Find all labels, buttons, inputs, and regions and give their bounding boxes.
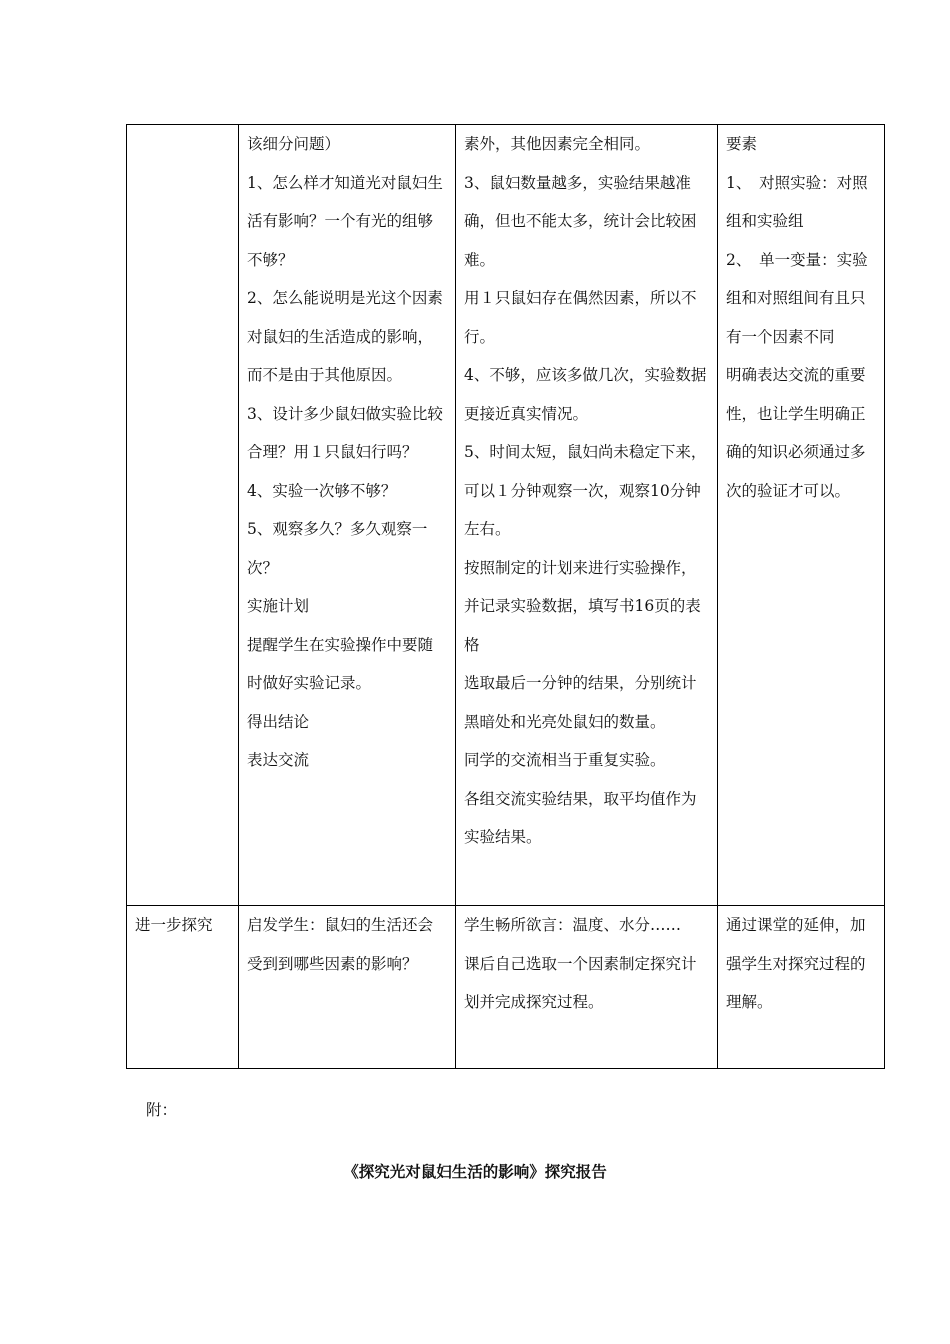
student-text: 各组交流实验结果，取平均值作为实验结果。 — [464, 789, 697, 846]
teacher-activity-cell — [239, 125, 456, 906]
teacher-text: 表达交流 — [247, 751, 310, 769]
student-text: 同学的交流相当于重复实验。 — [464, 751, 666, 769]
intent-text: 要素 — [726, 135, 758, 153]
intent-text: 通过课堂的延伸，加强学生对探究过程的理解。 — [726, 916, 866, 1011]
teacher-text: 得出结论 — [247, 712, 310, 731]
student-text: 用１只鼠妇存在偶然因素，所以不行。 — [464, 289, 697, 346]
table-row — [127, 906, 885, 1069]
stage-cell — [127, 125, 239, 906]
intent-text: 明确表达交流的重要性，也让学生明确正确的知识必须通过多次的验证才可以。 — [726, 366, 866, 500]
student-text: 3、鼠妇数量越多，实验结果越准确，但也不能太多，统计会比较困难。 — [464, 173, 697, 269]
teacher-text: 1、怎么样才知道光对鼠妇生活有影响？一个有光的组够不够？ — [247, 173, 443, 269]
student-text: 按照制定的计划来进行实验操作，并记录实验数据，填写书16页的表格 — [464, 558, 701, 654]
student-text: 5、时间太短，鼠妇尚未稳定下来，可以１分钟观察一次，观察10分钟左右。 — [464, 443, 707, 538]
teacher-activity-cell — [239, 906, 456, 1069]
appendix-label: 附： — [146, 1101, 178, 1119]
teacher-text: 实施计划 — [247, 597, 310, 615]
table-row — [127, 125, 885, 906]
student-text: 素外，其他因素完全相同。 — [464, 135, 651, 153]
student-text: 课后自己选取一个因素制定探究计划并完成探究过程。 — [464, 954, 697, 1011]
student-text: 4、不够，应该多做几次，实验数据更接近真实情况。 — [464, 366, 707, 423]
report-title: 《探究光对鼠妇生活的影响》探究报告 — [343, 1162, 607, 1181]
teacher-text: 2、怎么能说明是光这个因素对鼠妇的生活造成的影响，而不是由于其他原因。 — [247, 289, 443, 384]
teacher-text: 启发学生：鼠妇的生活还会受到到哪些因素的影响？ — [247, 916, 434, 973]
student-activity-cell — [456, 906, 718, 1069]
student-text: 选取最后一分钟的结果，分别统计黑暗处和光亮处鼠妇的数量。 — [464, 674, 697, 731]
student-text: 学生畅所欲言：温度、水分…… — [464, 916, 682, 934]
teacher-text: 3、设计多少鼠妇做实验比较合理？用１只鼠妇行吗？ — [247, 404, 443, 461]
intent-text: 2、 单一变量：实验组和对照组间有且只有一个因素不同 — [726, 250, 868, 346]
intent-text: 1、 对照实验：对照组和实验组 — [726, 173, 868, 230]
teacher-text: 提醒学生在实验操作中要随时做好实验记录。 — [247, 635, 434, 692]
teacher-text: 该细分问题） — [247, 135, 341, 153]
stage-text: 进一步探究 — [135, 916, 213, 934]
teacher-text: 5、观察多久？多久观察一次？ — [247, 520, 428, 577]
lesson-plan-table — [126, 124, 885, 1069]
stage-cell — [127, 906, 239, 1069]
teacher-text: 4、实验一次够不够？ — [247, 481, 397, 500]
design-intent-cell — [718, 125, 885, 906]
student-activity-cell — [456, 125, 718, 906]
design-intent-cell — [718, 906, 885, 1069]
